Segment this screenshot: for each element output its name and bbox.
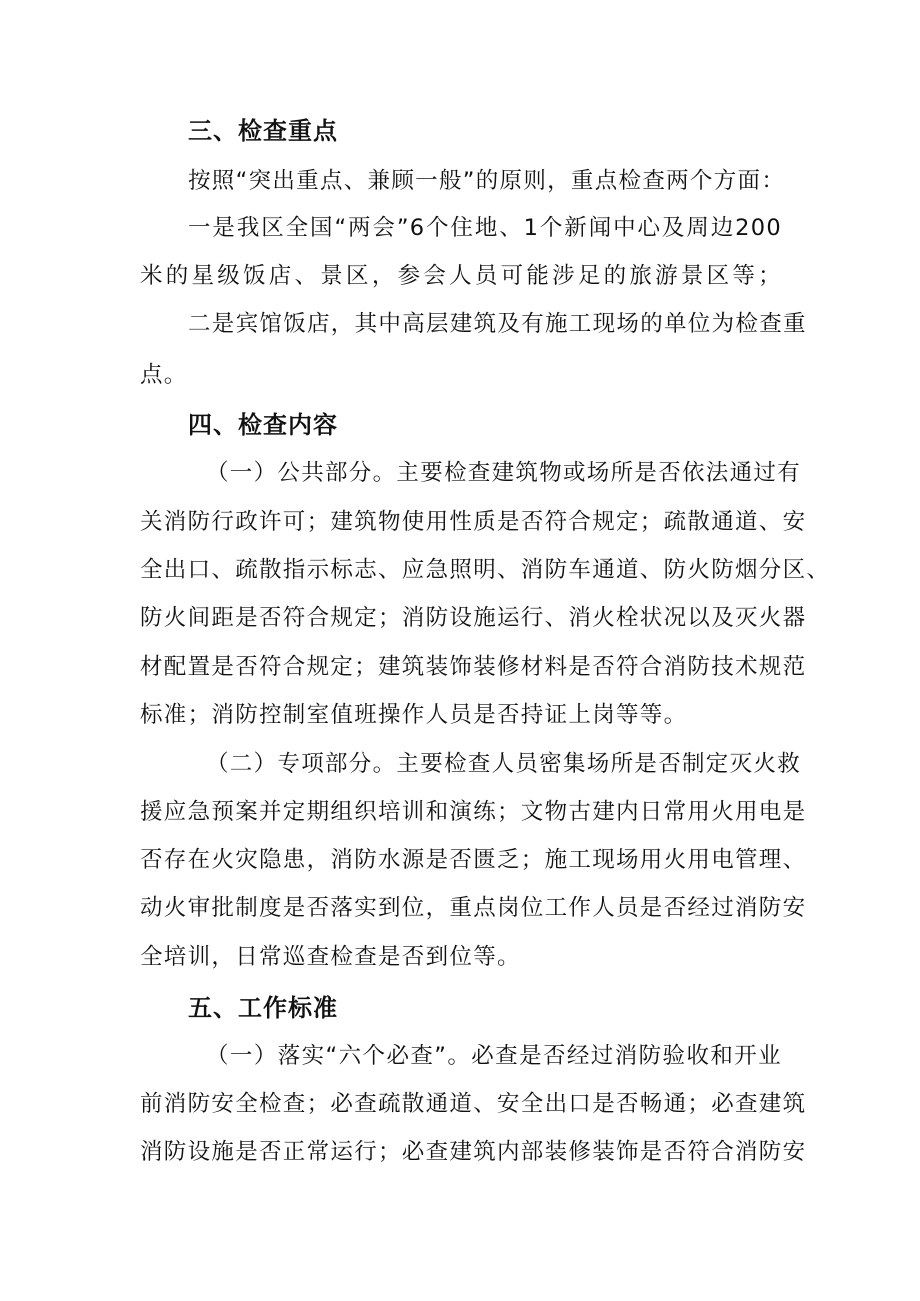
paragraph-line: 标准；消防控制室值班操作人员是否持证上岗等等。 [140, 702, 688, 728]
paragraph-line: 防火间距是否符合规定；消防设施运行、消火栓状况以及灭火器 [140, 605, 807, 631]
paragraph-line: 动火审批制度是否落实到位，重点岗位工作人员是否经过消防安 [140, 895, 807, 921]
paragraph-line: （一）落实“六个必查”。必查是否经过消防验收和开业 [206, 1043, 782, 1069]
paragraph-line: 二是宾馆饭店，其中高层建筑及有施工现场的单位为检查重 [188, 311, 807, 337]
paragraph-line: 点。 [140, 362, 188, 388]
paragraph-line: 关消防行政许可；建筑物使用性质是否符合规定；疏散通道、安 [140, 509, 807, 535]
paragraph-line: 按照“突出重点、兼顾一般”的原则，重点检查两个方面： [188, 168, 786, 194]
paragraph-line: 一是我区全国“两会”6个住地、1个新闻中心及周边200 [188, 215, 782, 241]
paragraph-line: 援应急预案并定期组织培训和演练；文物古建内日常用火用电是 [140, 799, 807, 825]
paragraph-line: 前消防安全检查；必查疏散通道、安全出口是否畅通；必查建筑 [140, 1091, 807, 1117]
paragraph-line: 全培训，日常巡查检查是否到位等。 [140, 944, 521, 970]
paragraph-line: 否存在火灾隐患，消防水源是否匮乏；施工现场用火用电管理、 [140, 847, 807, 873]
paragraph-line: （二）专项部分。主要检查人员密集场所是否制定灭火救 [206, 751, 802, 777]
paragraph-line: 米的星级饭店、景区，参会人员可能涉足的旅游景区等； [140, 263, 782, 289]
paragraph-line: 材配置是否符合规定；建筑装饰装修材料是否符合消防技术规范 [140, 654, 807, 680]
section-heading-4: 四、检查内容 [188, 411, 338, 439]
section-heading-3: 三、检查重点 [188, 117, 338, 145]
section-heading-5: 五、工作标准 [188, 994, 338, 1022]
paragraph-line: 消防设施是否正常运行；必查建筑内部装修装饰是否符合消防安 [140, 1139, 807, 1165]
paragraph-line: 全出口、疏散指示标志、应急照明、消防车通道、防火防烟分区、 [140, 557, 831, 583]
paragraph-line: （一）公共部分。主要检查建筑物或场所是否依法通过有 [206, 460, 802, 486]
